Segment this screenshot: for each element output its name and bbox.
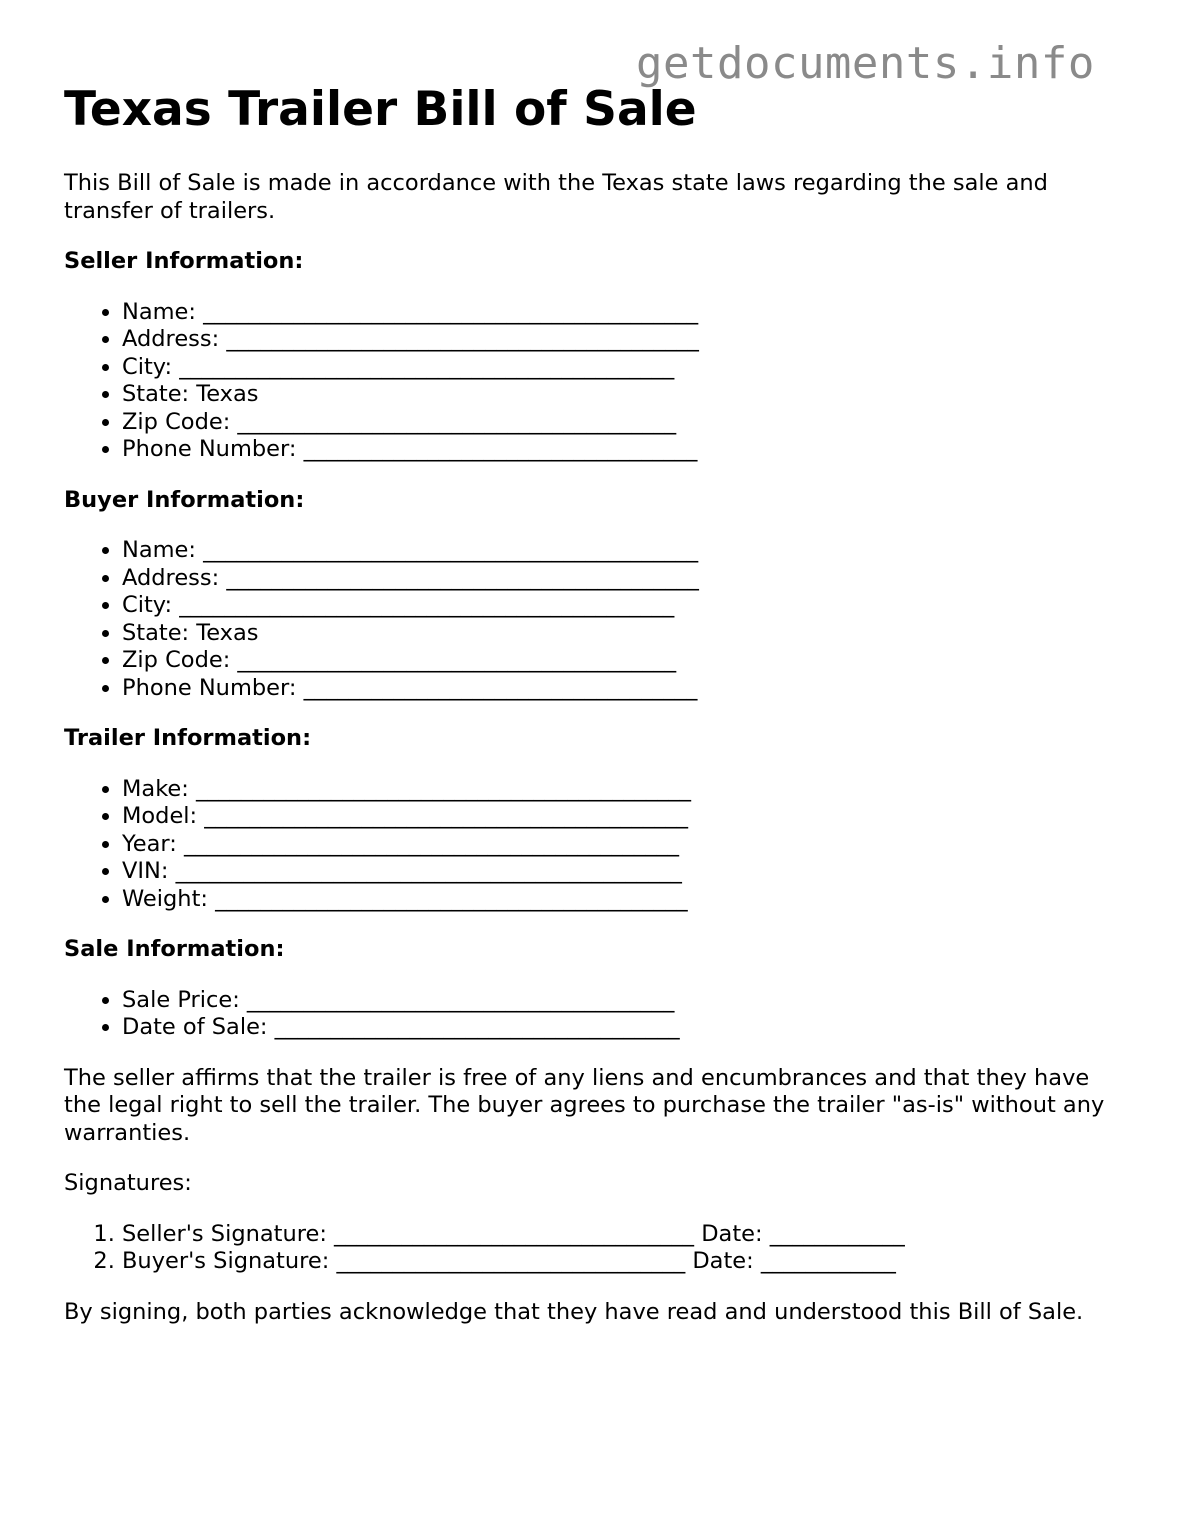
intro-paragraph: This Bill of Sale is made in accordance with the Texas state laws regarding the sale and transfer of trailers. [64,170,1048,224]
trailer-year-field[interactable]: • Year: ____________________________________________ [122,831,1124,859]
buyer-zip-field[interactable]: • Zip Code: _______________________________________ [122,647,1124,675]
closing-paragraph: By signing, both parties acknowledge that they have read and understood this Bill of Sale. [64,1298,1084,1325]
seller-state-field: • State: Texas [122,381,1124,409]
sale-price-field[interactable]: • Sale Price: ______________________________________ [122,987,1124,1015]
seller-section-heading: Seller Information: [64,248,304,274]
buyer-city-field[interactable]: • City: ____________________________________________ [122,592,1124,620]
seller-fields-list [64,299,1124,464]
trailer-model-field[interactable]: • Model: ___________________________________________ [122,803,1124,831]
document-title: Texas Trailer Bill of Sale [64,82,697,137]
seller-address-field[interactable]: • Address: __________________________________________ [122,326,1124,354]
buyer-state-field: • State: Texas [122,620,1124,648]
buyer-address-field[interactable]: • Address: __________________________________________ [122,565,1124,593]
seller-signature-line[interactable]: 1. Seller's Signature: ________________________________ Date: ____________ [122,1221,1124,1249]
buyer-phone-field[interactable]: • Phone Number: ___________________________________ [122,675,1124,703]
trailer-weight-field[interactable]: • Weight: __________________________________________ [122,886,1124,914]
trailer-fields-list [64,776,1124,914]
seller-name-field[interactable]: • Name: ____________________________________________ [122,299,1124,327]
seller-city-field[interactable]: • City: ____________________________________________ [122,354,1124,382]
buyer-fields-list [64,537,1124,702]
sale-fields-list [64,987,1124,1042]
affirmation-paragraph: The seller affirms that the trailer is free of any liens and encumbrances and that they have the legal right to sell the trailer. The buyer agrees to purchase the trailer "as-is" without any warranties. [64,1064,1105,1146]
trailer-make-field[interactable]: • Make: ____________________________________________ [122,776,1124,804]
buyer-signature-line[interactable]: 2. Buyer's Signature: _______________________________ Date: ____________ [122,1248,1124,1276]
seller-zip-field[interactable]: • Zip Code: _______________________________________ [122,409,1124,437]
sale-date-field[interactable]: • Date of Sale: ____________________________________ [122,1014,1124,1042]
signatures-list [64,1221,1124,1276]
buyer-section-heading: Buyer Information: [64,486,305,513]
trailer-section-heading: Trailer Information: [64,725,312,751]
trailer-vin-field[interactable]: • VIN: _____________________________________________ [122,858,1124,886]
signatures-label: Signatures: [64,1170,192,1196]
sale-section-heading: Sale Information: [64,936,285,962]
seller-phone-field[interactable]: • Phone Number: ___________________________________ [122,436,1124,464]
document-body [64,170,1124,1349]
buyer-name-field[interactable]: • Name: ____________________________________________ [122,537,1124,565]
watermark: getdocuments.info [636,38,1095,89]
